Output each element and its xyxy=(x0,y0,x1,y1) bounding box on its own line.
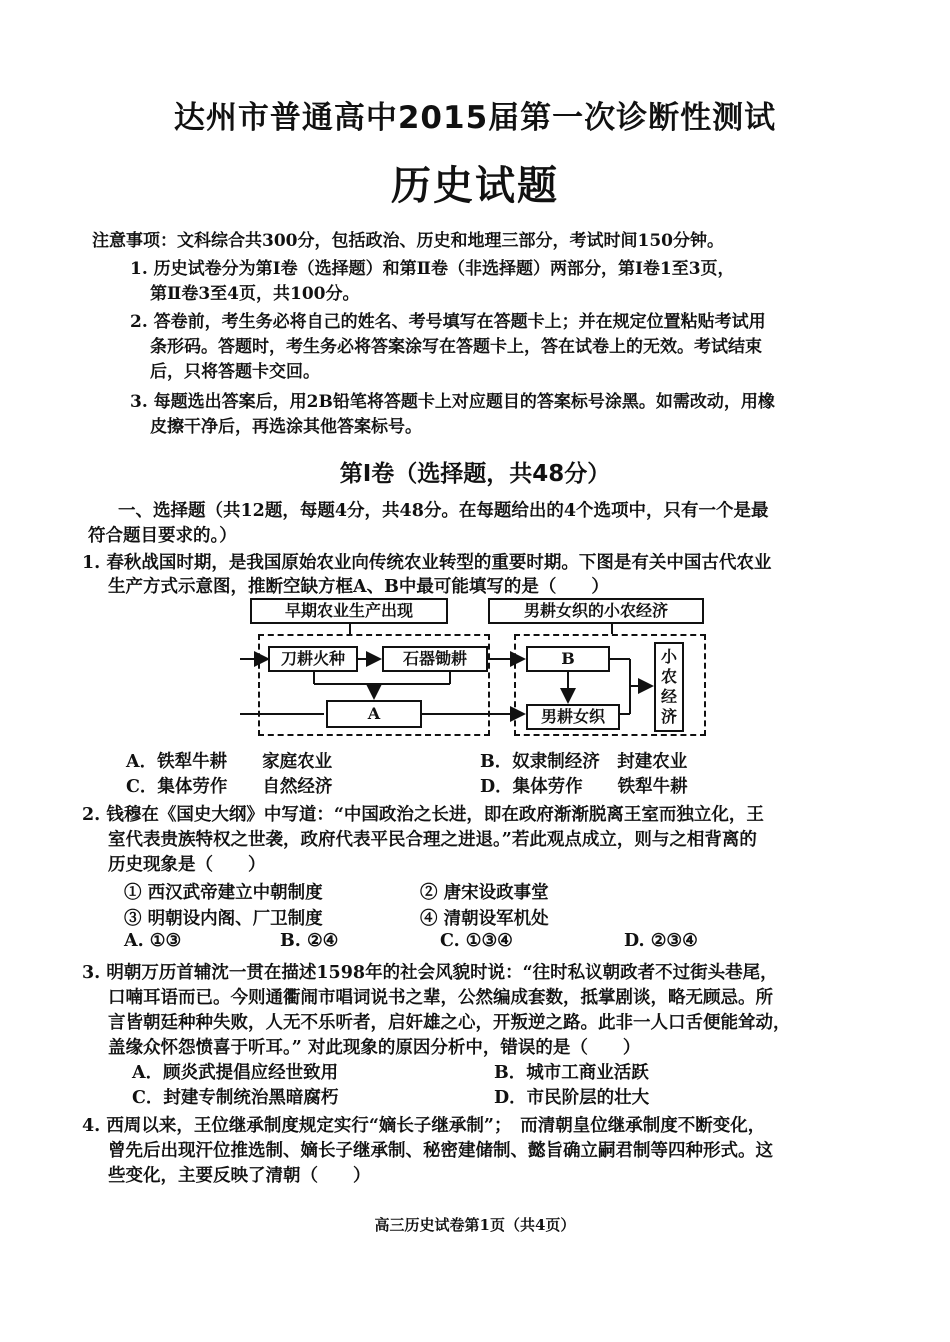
question-3-option-a: A．顾炎武提倡应经世致用 xyxy=(132,1063,339,1083)
notice-item-1-line-1: 1. 历史试卷分为第Ⅰ卷（选择题）和第Ⅱ卷（非选择题）两部分，第Ⅰ卷1至3页， xyxy=(130,259,735,279)
vertical-char-3: 经 xyxy=(660,687,677,706)
question-3-line-2: 口喃耳语而已。今则通衢闹市唱词说书之辈，公然编成套数，抵掌剧谈，略无顾忌。所 xyxy=(108,988,773,1008)
question-4-line-3: 些变化，主要反映了清朝（ ） xyxy=(108,1166,371,1186)
notice-intro: 注意事项：文科综合共300分，包括政治、历史和地理三部分，考试时间150分钟。 xyxy=(92,231,724,251)
notice-item-3-line-1: 3. 每题选出答案后，用2B铅笔将答题卡上对应题目的答案标号涂黑。如需改动，用橡 xyxy=(130,392,775,412)
question-3-line-1: 3. 明朝万历首辅沈一贯在描述1598年的社会风貌时说：“往时私议朝政者不过街头巷尾， xyxy=(82,963,778,983)
box-stone-hoe: 石器锄耕 xyxy=(382,646,488,672)
vertical-char-1: 小 xyxy=(660,647,677,666)
section-heading: 第Ⅰ卷（选择题，共48分） xyxy=(339,461,611,487)
question-4-line-2: 曾先后出现汗位推选制、嫡长子继承制、秘密建储制、懿旨确立嗣君制等四种形式。这 xyxy=(108,1141,773,1161)
section-instruction-line-2: 符合题目要求的。） xyxy=(88,526,237,546)
box-a-blank: A xyxy=(326,700,422,728)
question-2-statement-2: ② 唐宋设政事堂 xyxy=(420,883,549,903)
notice-item-2-line-2: 条形码。答题时，考生务必将答案涂写在答题卡上，答在试卷上的无效。考试结束 xyxy=(150,337,762,357)
page-footer: 高三历史试卷第1页（共4页） xyxy=(374,1216,576,1234)
question-3-option-d: D．市民阶层的壮大 xyxy=(494,1088,650,1108)
question-4-line-1: 4. 西周以来，王位继承制度规定实行“嫡长子继承制”； 而清朝皇位继承制度不断变化， xyxy=(82,1116,766,1136)
question-2-option-c: C. ①③④ xyxy=(440,931,513,951)
box-men-farm-women-weave: 男耕女织 xyxy=(526,704,620,730)
box-smallholder-economy: 男耕女织的小农经济 xyxy=(488,598,704,624)
question-2-statement-3: ③ 明朝设内阁、厂卫制度 xyxy=(124,909,323,929)
question-3-option-c: C．封建专制统治黑暗腐朽 xyxy=(132,1088,339,1108)
question-3-line-4: 盖缘众怀怨愤喜于听耳。” 对此现象的原因分析中，错误的是（ ） xyxy=(108,1038,641,1058)
question-2-line-2: 室代表贵族特权之世袭，政府代表平民合理之进退。”若此观点成立，则与之相背离的 xyxy=(108,830,757,850)
question-2-option-b: B. ②④ xyxy=(280,931,339,951)
box-b-blank: B xyxy=(526,646,610,672)
exam-subject-title: 历史试题 xyxy=(391,162,559,209)
question-1-line-2: 生产方式示意图，推断空缺方框A、B中最可能填写的是（ ） xyxy=(108,577,609,597)
agriculture-flow-diagram xyxy=(238,596,708,736)
question-1-option-c: C．集体劳作 自然经济 xyxy=(126,777,333,797)
exam-title: 达州市普通高中2015届第一次诊断性测试 xyxy=(173,100,777,136)
question-1-line-1: 1. 春秋战国时期，是我国原始农业向传统农业转型的重要时期。下图是有关中国古代农业 xyxy=(82,553,772,573)
question-3-line-3: 言皆朝廷种种失败，人无不乐听者，启奸雄之心，开叛逆之路。此非一人口舌便能耸动， xyxy=(108,1013,791,1033)
question-2-statement-1: ① 西汉武帝建立中朝制度 xyxy=(124,883,323,903)
question-2-line-3: 历史现象是（ ） xyxy=(108,855,266,875)
question-2-option-a: A. ①③ xyxy=(124,931,182,951)
notice-item-2-line-3: 后，只将答题卡交回。 xyxy=(150,362,320,382)
vertical-char-2: 农 xyxy=(660,667,677,686)
question-2-line-1: 2. 钱穆在《国史大纲》中写道：“中国政治之长进，即在政府渐渐脱离王室而独立化，王 xyxy=(82,805,764,825)
vertical-char-4: 济 xyxy=(660,707,677,726)
question-1-option-b: B．奴隶制经济 封建农业 xyxy=(480,752,688,772)
notice-item-2-line-1: 2. 答卷前，考生务必将自己的姓名、考号填写在答题卡上；并在规定位置粘贴考试用 xyxy=(130,312,766,332)
notice-item-3-line-2: 皮擦干净后，再选涂其他答案标号。 xyxy=(150,417,422,437)
question-2-option-d: D. ②③④ xyxy=(624,931,698,951)
question-1-option-d: D．集体劳作 铁犁牛耕 xyxy=(480,777,688,797)
box-small-peasant-economy xyxy=(654,642,684,732)
box-slash-and-burn: 刀耕火种 xyxy=(268,646,358,672)
box-early-agriculture: 早期农业生产出现 xyxy=(250,598,448,624)
question-2-statement-4: ④ 清朝设军机处 xyxy=(420,909,549,929)
question-3-option-b: B．城市工商业活跃 xyxy=(494,1063,649,1083)
notice-item-1-line-2: 第Ⅱ卷3至4页，共100分。 xyxy=(150,284,360,304)
question-1-option-a: A．铁犁牛耕 家庭农业 xyxy=(126,752,333,772)
section-instruction-line-1: 一、选择题（共12题，每题4分，共48分。在每题给出的4个选项中，只有一个是最 xyxy=(118,501,769,521)
